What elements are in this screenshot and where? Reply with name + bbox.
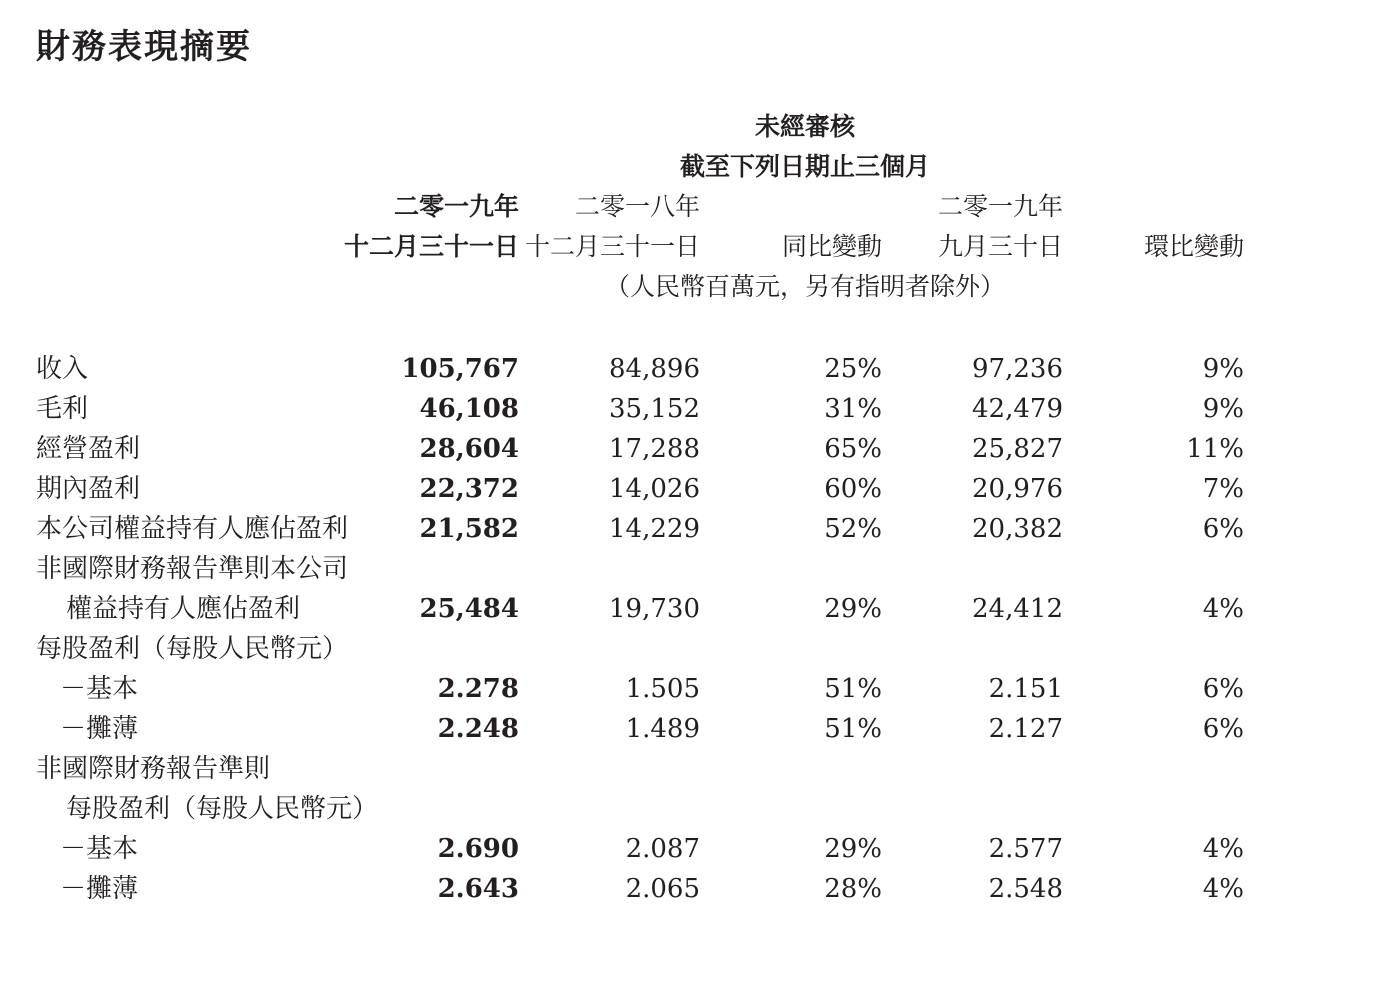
cell-2019-q3: 2.548 bbox=[988, 874, 1063, 904]
row-label: －基本 bbox=[60, 834, 139, 864]
row-label: －基本 bbox=[60, 674, 139, 704]
header-unit: （人民幣百萬元，另有指明者除外） bbox=[604, 272, 1005, 301]
cell-2019-q3: 2.127 bbox=[988, 714, 1063, 744]
cell-yoy: 60% bbox=[824, 474, 882, 504]
header-audit: 未經審核 bbox=[754, 112, 855, 141]
cell-2018-q4: 84,896 bbox=[609, 354, 700, 384]
row-label: 非國際財務報告準則 bbox=[36, 754, 271, 784]
table-row bbox=[0, 709, 1376, 749]
cell-qoq: 6% bbox=[1202, 674, 1244, 704]
cell-yoy: 25% bbox=[824, 354, 882, 384]
cell-2019-q4: 22,372 bbox=[419, 474, 519, 504]
cell-2019-q3: 20,976 bbox=[972, 474, 1063, 504]
row-label: 收入 bbox=[36, 354, 89, 384]
col4-header-line1: 二零一九年 bbox=[937, 192, 1063, 221]
cell-2019-q4: 2.690 bbox=[437, 834, 519, 864]
table-row bbox=[0, 789, 1376, 829]
table-row bbox=[0, 549, 1376, 589]
table-row bbox=[0, 469, 1376, 509]
table-row bbox=[0, 749, 1376, 789]
table-row bbox=[0, 829, 1376, 869]
cell-2019-q4: 28,604 bbox=[419, 434, 519, 464]
cell-2018-q4: 14,026 bbox=[609, 474, 700, 504]
cell-2019-q4: 21,582 bbox=[419, 514, 519, 544]
cell-qoq: 9% bbox=[1202, 394, 1244, 424]
cell-2019-q4: 105,767 bbox=[401, 354, 519, 384]
cell-2019-q3: 25,827 bbox=[972, 434, 1063, 464]
cell-2019-q3: 24,412 bbox=[972, 594, 1063, 624]
cell-2019-q4: 2.643 bbox=[437, 874, 519, 904]
row-label: 每股盈利（每股人民幣元） bbox=[36, 634, 349, 664]
cell-2019-q4: 46,108 bbox=[419, 394, 519, 424]
row-label: 每股盈利（每股人民幣元） bbox=[66, 794, 379, 824]
row-label: 毛利 bbox=[36, 394, 89, 424]
cell-2019-q3: 42,479 bbox=[972, 394, 1063, 424]
table-row bbox=[0, 869, 1376, 909]
table-row bbox=[0, 509, 1376, 549]
cell-yoy: 52% bbox=[824, 514, 882, 544]
cell-yoy: 51% bbox=[824, 674, 882, 704]
cell-2018-q4: 2.065 bbox=[625, 874, 700, 904]
col1-header-line2: 十二月三十一日 bbox=[343, 232, 519, 261]
table-row bbox=[0, 429, 1376, 469]
cell-2018-q4: 1.505 bbox=[625, 674, 700, 704]
row-label: 期內盈利 bbox=[36, 474, 141, 504]
cell-qoq: 9% bbox=[1202, 354, 1244, 384]
col4-header-line2: 九月三十日 bbox=[937, 232, 1063, 261]
cell-qoq: 11% bbox=[1186, 434, 1244, 464]
table-row bbox=[0, 349, 1376, 389]
cell-yoy: 51% bbox=[824, 714, 882, 744]
page-title: 財務表現摘要 bbox=[36, 27, 252, 67]
col5-header-line2: 環比變動 bbox=[1143, 232, 1244, 261]
cell-2019-q3: 2.577 bbox=[988, 834, 1063, 864]
cell-qoq: 7% bbox=[1202, 474, 1244, 504]
cell-2018-q4: 1.489 bbox=[625, 714, 700, 744]
cell-2019-q4: 25,484 bbox=[419, 594, 519, 624]
row-label: 權益持有人應佔盈利 bbox=[66, 594, 301, 624]
row-label: －攤薄 bbox=[60, 714, 139, 744]
cell-qoq: 4% bbox=[1202, 834, 1244, 864]
row-label: －攤薄 bbox=[60, 874, 139, 904]
cell-yoy: 65% bbox=[824, 434, 882, 464]
row-label: 本公司權益持有人應佔盈利 bbox=[36, 514, 349, 544]
cell-2019-q3: 20,382 bbox=[972, 514, 1063, 544]
col2-header-line2: 十二月三十一日 bbox=[524, 232, 700, 261]
row-label: 非國際財務報告準則本公司 bbox=[36, 554, 349, 584]
cell-2018-q4: 19,730 bbox=[609, 594, 700, 624]
cell-yoy: 31% bbox=[824, 394, 882, 424]
header-period: 截至下列日期止三個月 bbox=[679, 152, 930, 181]
cell-yoy: 28% bbox=[824, 874, 882, 904]
col1-header-line1: 二零一九年 bbox=[393, 192, 519, 221]
col3-header-line2: 同比變動 bbox=[781, 232, 882, 261]
table-row bbox=[0, 629, 1376, 669]
cell-qoq: 6% bbox=[1202, 714, 1244, 744]
cell-2019-q3: 2.151 bbox=[988, 674, 1063, 704]
cell-yoy: 29% bbox=[824, 594, 882, 624]
cell-2019-q3: 97,236 bbox=[972, 354, 1063, 384]
table-row bbox=[0, 589, 1376, 629]
cell-qoq: 4% bbox=[1202, 594, 1244, 624]
cell-2019-q4: 2.278 bbox=[437, 674, 519, 704]
cell-2018-q4: 14,229 bbox=[609, 514, 700, 544]
table-row bbox=[0, 389, 1376, 429]
table-row bbox=[0, 669, 1376, 709]
cell-2019-q4: 2.248 bbox=[437, 714, 519, 744]
col2-header-line1: 二零一八年 bbox=[574, 192, 700, 221]
financial-table bbox=[0, 349, 1376, 909]
cell-2018-q4: 35,152 bbox=[609, 394, 700, 424]
cell-2018-q4: 17,288 bbox=[609, 434, 700, 464]
cell-qoq: 4% bbox=[1202, 874, 1244, 904]
cell-yoy: 29% bbox=[824, 834, 882, 864]
row-label: 經營盈利 bbox=[36, 434, 141, 464]
cell-qoq: 6% bbox=[1202, 514, 1244, 544]
cell-2018-q4: 2.087 bbox=[625, 834, 700, 864]
